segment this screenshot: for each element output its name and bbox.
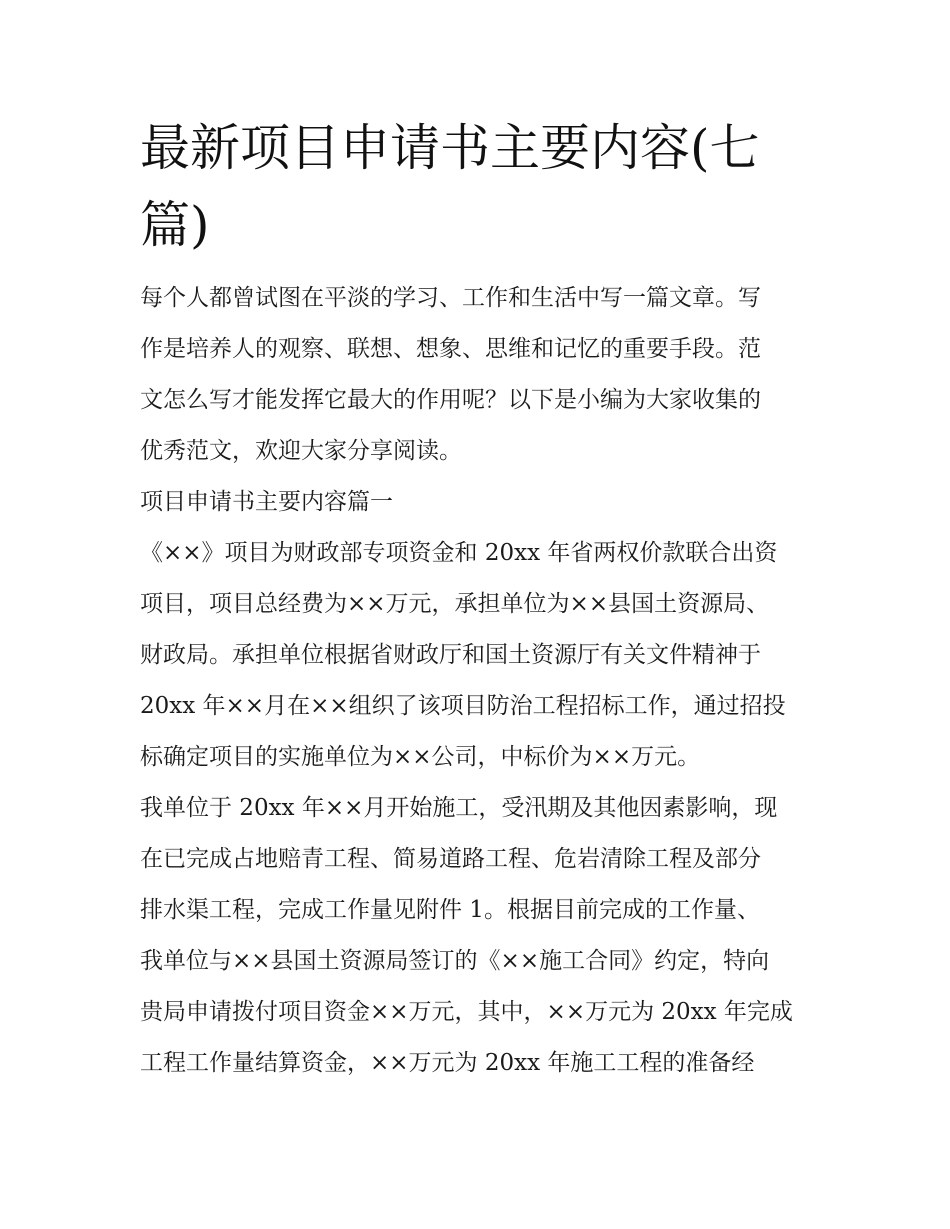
paragraph-line: 贵局申请拨付项目资金××万元，其中，××万元为 20xx 年完成: [140, 999, 793, 1025]
paragraph-line: 《××》项目为财政部专项资金和 20xx 年省两权价款联合出资: [140, 540, 778, 566]
title-line: 篇): [140, 196, 210, 254]
paragraph-line: 我单位于 20xx 年××月开始施工，受汛期及其他因素影响，现: [140, 795, 778, 821]
paragraph-line: 20xx 年××月在××组织了该项目防治工程招标工作，通过招投: [140, 693, 786, 719]
paragraph-line: 排水渠工程，完成工作量见附件 1。根据目前完成的工作量、: [140, 897, 760, 923]
paragraph-line: 标确定项目的实施单位为××公司，中标价为××万元。: [140, 744, 701, 770]
section-heading: 项目申请书主要内容篇一: [140, 489, 393, 515]
paragraph-line: 每个人都曾试图在平淡的学习、工作和生活中写一篇文章。写: [140, 285, 761, 311]
paragraph-line: 作是培养人的观察、联想、想象、思维和记忆的重要手段。范: [140, 336, 761, 362]
paragraph-line: 文怎么写才能发挥它最大的作用呢？以下是小编为大家收集的: [140, 387, 761, 413]
title-line: 最新项目申请书主要内容(七: [140, 119, 760, 177]
paragraph-line: 在已完成占地赔青工程、简易道路工程、危岩清除工程及部分: [140, 846, 761, 872]
paragraph-line: 工程工作量结算资金，××万元为 20xx 年施工工程的准备经: [140, 1050, 755, 1076]
document-body: [140, 273, 830, 1089]
paragraph-line: 项目，项目总经费为××万元，承担单位为××县国土资源局、: [140, 591, 770, 617]
paragraph-line: 财政局。承担单位根据省财政厅和国土资源厅有关文件精神于: [140, 642, 761, 668]
document-title: [140, 110, 820, 264]
paragraph-line: 我单位与××县国土资源局签订的《××施工合同》约定，特向: [140, 948, 770, 974]
paragraph-line: 优秀范文，欢迎大家分享阅读。: [140, 438, 462, 464]
